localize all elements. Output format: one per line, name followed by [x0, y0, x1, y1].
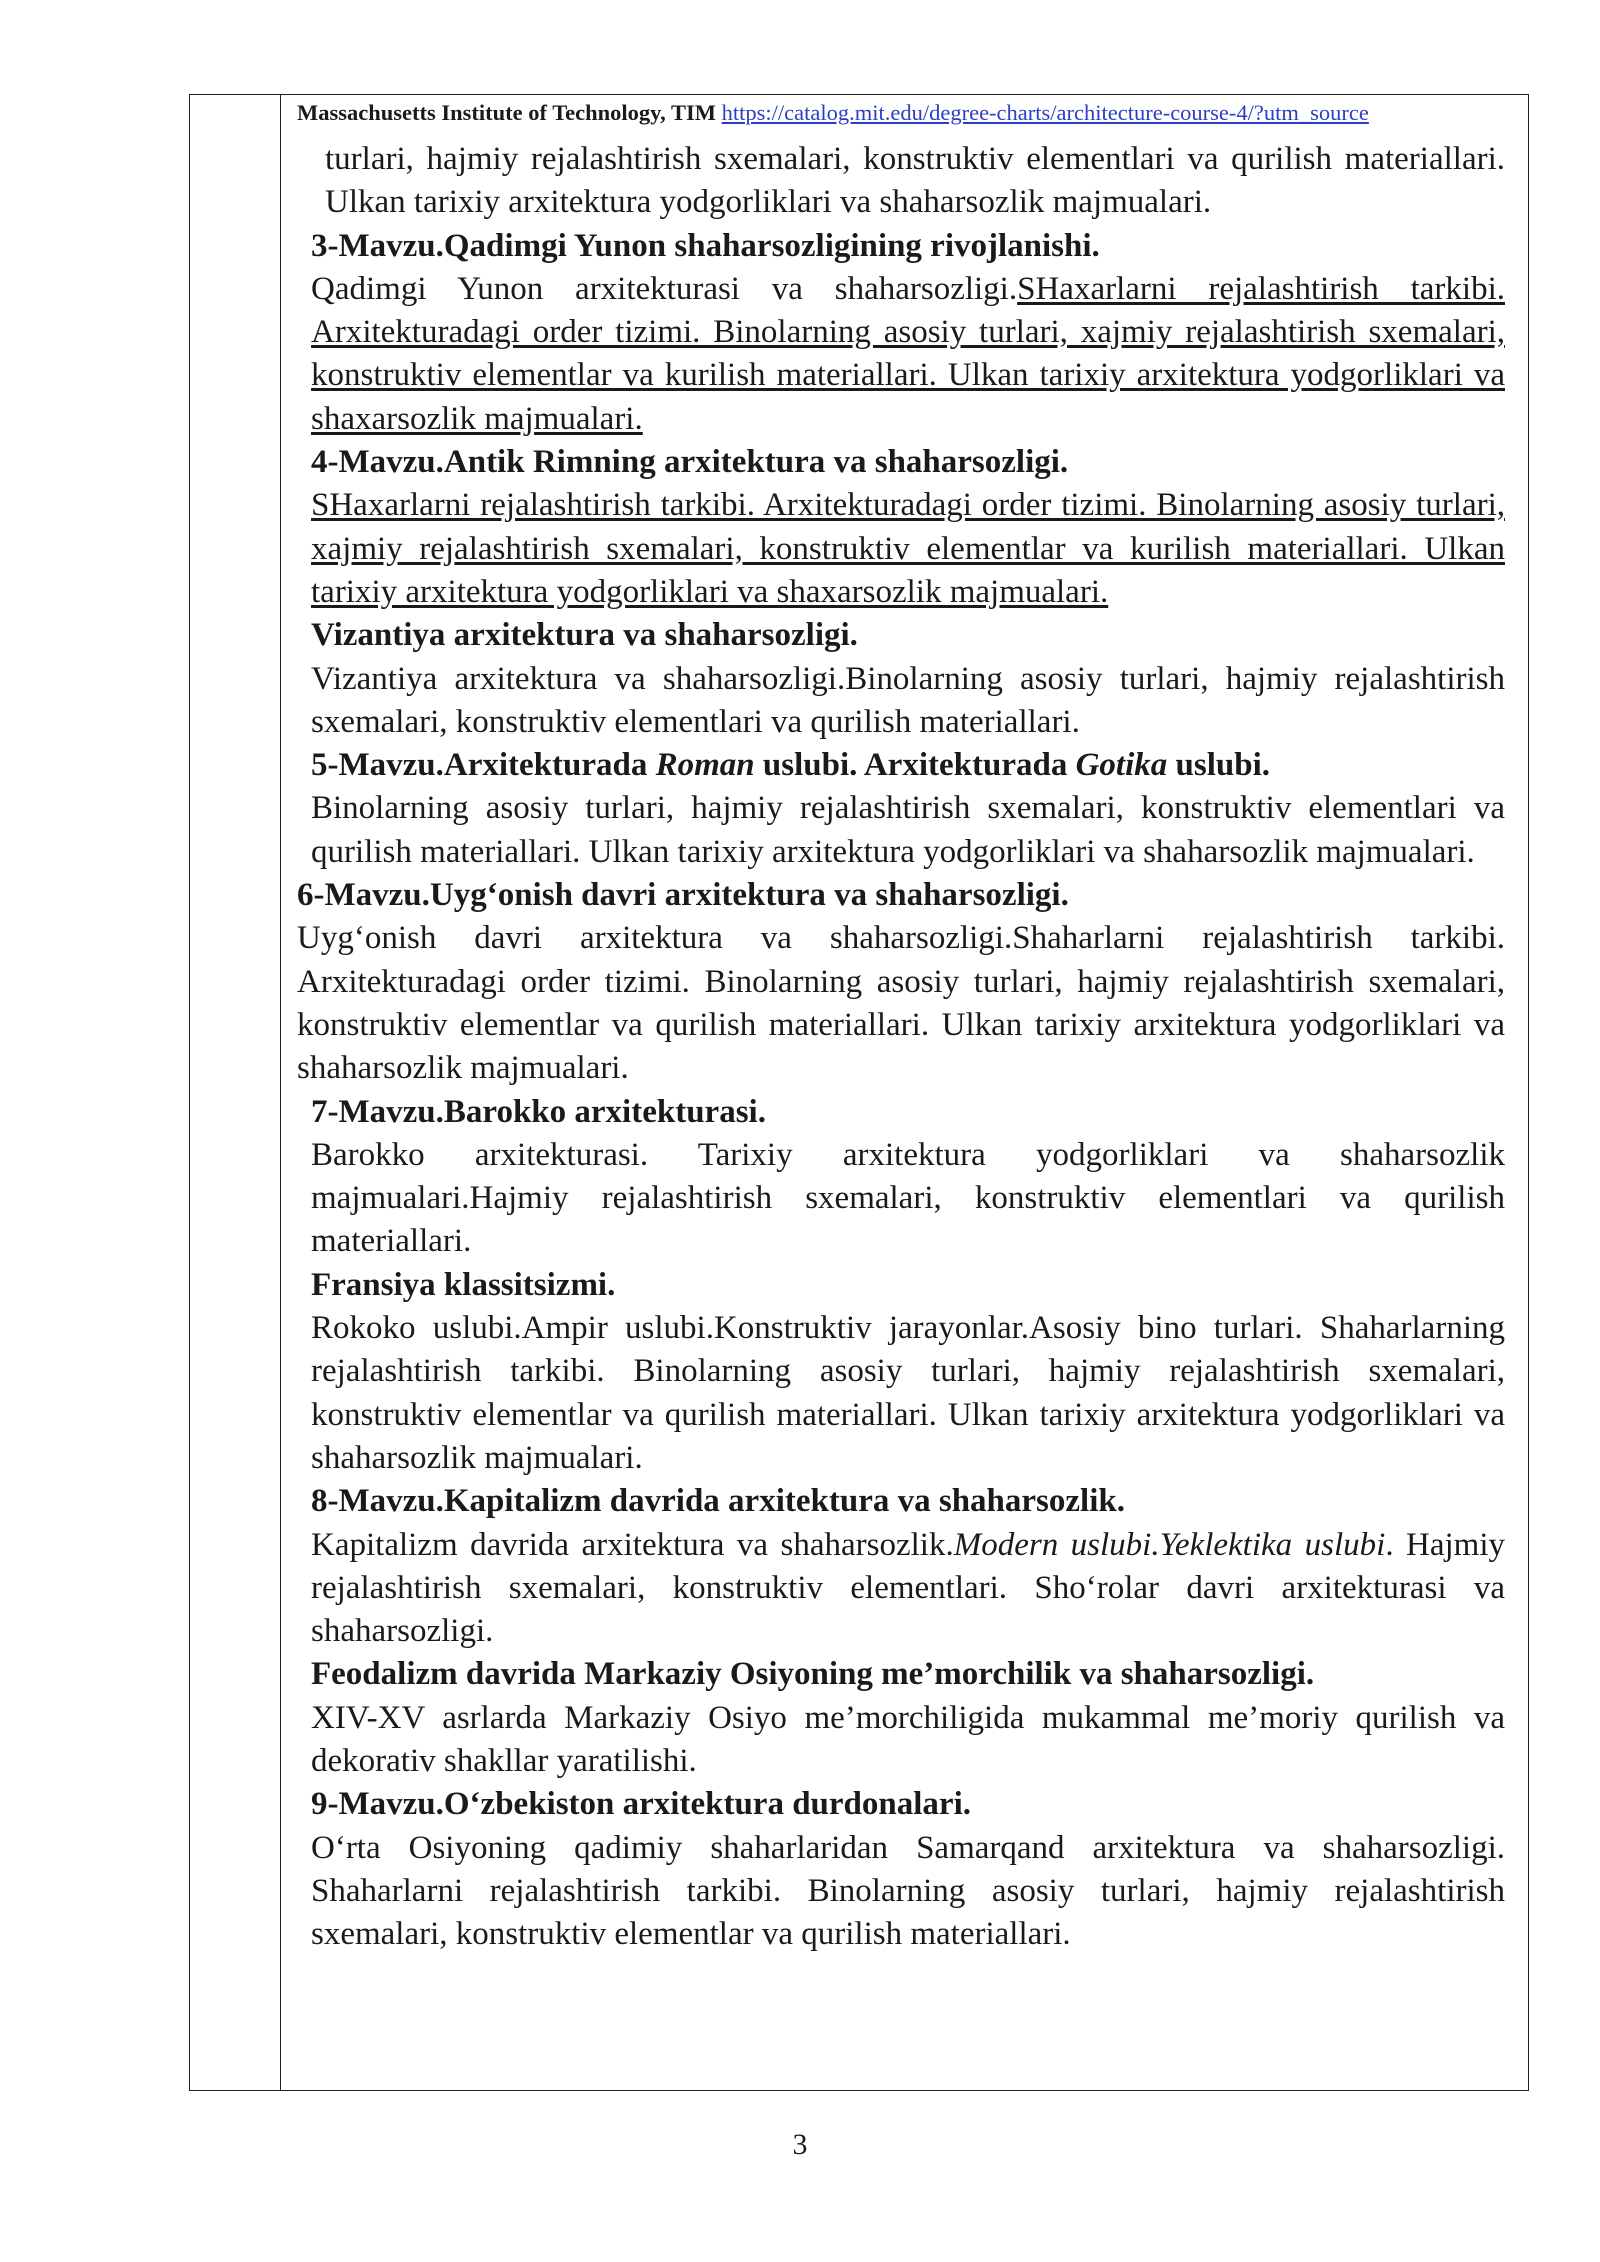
topic-4b-text: Vizantiya arxitektura va shaharsozligi.Binolarning asosiy turlari, hajmiy rejalashtirish sxemalari, konstruktiv elementlari va qurilish materiallari. — [311, 660, 1505, 740]
topic-8-text-italic: Modern uslubi.Yeklektika uslubi — [953, 1526, 1386, 1563]
topic-9-text: O‘rta Osiyoning qadimiy shaharlaridan Samarqand arxitektura va shaharsozligi. Shaharlarni rejalashtirish tarkibi. Binolarning asosiy turlari, hajmiy rejalashtirish sxemalari, konstruktiv elementlar va qurilish materiallari. — [311, 1829, 1505, 1953]
topic-5-heading-e: uslubi. — [1167, 747, 1270, 784]
page-number: 3 — [792, 2128, 808, 2161]
topic-4b-heading: Vizantiya arxitektura va shaharsozligi. — [311, 617, 858, 654]
topic-8-text-a: Kapitalizm davrida arxitektura va shaharsozlik. — [311, 1526, 954, 1563]
topic-5-heading-a: 5-Mavzu.Arxitekturada — [311, 747, 656, 784]
topic-3-text — [297, 268, 1505, 441]
topic-3-text-a: Qadimgi Yunon arxitekturasi va shaharsozligi. — [311, 270, 1018, 307]
topic-7b-text: Rokoko uslubi.Ampir uslubi.Konstruktiv jarayonlar.Asosiy bino turlari. Shaharlarning rejalashtirish tarkibi. Binolarning asosiy turlari, hajmiy rejalashtirish sxemalari, konstruktiv elementlar va qurilish materiallari. Ulkan tarixiy arxitektura yodgorliklari va shaharsozlik majmualari. — [311, 1310, 1505, 1476]
topic-8-text-c: . Hajmiy rejalashtirish sxemalari, konstruktiv elementlari. Sho‘rolar davri arxitekturasi va shaharsozligi. — [311, 1526, 1506, 1650]
topic-4-text: SHaxarlarni rejalashtirish tarkibi. Arxitekturadagi order tizimi. Binolarning asosiy turlari, xajmiy rejalashtirish sxemalari, konstruktiv elementlar va kurilish materiallari. Ulkan tarixiy arxitektura yodgorliklari va shaxarsozlik majmualari. — [311, 487, 1505, 610]
topic-8-text — [297, 1524, 1505, 1654]
topic-7-text: Barokko arxitekturasi. Tarixiy arxitektura yodgorliklari va shaharsozlik majmualari.Hajmiy rejalashtirish sxemalari, konstruktiv elementlari va qurilish materiallari. — [311, 1136, 1505, 1260]
topic-8-heading: 8-Mavzu.Kapitalizm davrida arxitektura va shaharsozlik. — [311, 1483, 1125, 1520]
topic-6-text: Uyg‘onish davri arxitektura va shaharsozligi.Shaharlarni rejalashtirish tarkibi. Arxitekturadagi order tizimi. Binolarning asosiy turlari, hajmiy rejalashtirish sxemalari, konstruktiv elementlar va qurilish materiallari. Ulkan tarixiy arxitektura yodgorliklari va shaharsozlik majmualari. — [297, 920, 1505, 1087]
paragraph-intro: turlari, hajmiy rejalashtirish sxemalari, konstruktiv elementlari va qurilish materiallari. Ulkan tarixiy arxitektura yodgorliklari va shaharsozlik majmualari. — [325, 141, 1505, 221]
topic-6-heading: 6-Mavzu.Uyg‘onish davri arxitektura va shaharsozligi. — [297, 877, 1069, 914]
topic-7-heading: 7-Mavzu.Barokko arxitekturasi. — [311, 1093, 766, 1130]
document-table — [189, 94, 1529, 2091]
table-content-cell — [297, 95, 1505, 1956]
topics-body — [297, 138, 1505, 1956]
topic-3-heading: 3-Mavzu.Qadimgi Yunon shaharsozligining rivojlanishi. — [311, 227, 1100, 264]
topic-5-heading-c: uslubi. Arxitekturada — [754, 747, 1076, 784]
topic-8b-text: XIV-XV asrlarda Markaziy Osiyo me’morchiligida mukammal me’moriy qurilish va dekorativ shakllar yaratilishi. — [311, 1699, 1505, 1779]
table-left-column — [190, 95, 281, 2090]
topic-4-heading: 4-Mavzu.Antik Rimning arxitektura va shaharsozligi. — [311, 444, 1069, 481]
source-link[interactable]: https://catalog.mit.edu/degree-charts/architecture-course-4/?utm_source — [721, 100, 1369, 125]
topic-8b-heading: Feodalizm davrida Markaziy Osiyoning me’morchilik va shaharsozligi. — [311, 1656, 1315, 1693]
topic-5-heading-roman: Roman — [655, 747, 755, 784]
topic-7b-heading: Fransiya klassitsizmi. — [311, 1266, 616, 1303]
source-reference — [297, 97, 1505, 128]
source-institution: Massachusetts Institute of Technology, TIM — [297, 100, 717, 125]
topic-5-heading-gotika: Gotika — [1075, 747, 1168, 784]
topic-5-text: Binolarning asosiy turlari, hajmiy rejalashtirish sxemalari, konstruktiv elementlari va qurilish materiallari. Ulkan tarixiy arxitektura yodgorliklari va shaharsozlik majmualari. — [311, 790, 1505, 870]
topic-3-text-b: SHaxarlarni rejalashtirish tarkibi. Arxitekturadagi order tizimi. Binolarning asosiy turlari, xajmiy rejalashtirish sxemalari, konstruktiv elementlar va kurilish materiallari. Ulkan tarixiy arxitektura yodgorliklari va shaxarsozlik majmualari. — [311, 270, 1505, 437]
topic-5-heading — [297, 744, 1505, 787]
topic-9-heading: 9-Mavzu.O‘zbekiston arxitektura durdonalari. — [311, 1786, 971, 1823]
